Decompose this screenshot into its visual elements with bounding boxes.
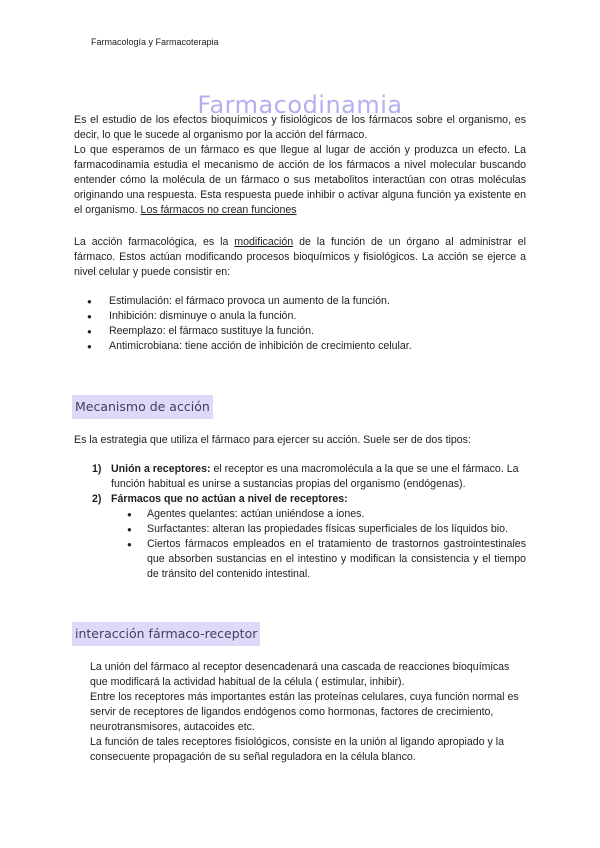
sublist-item: ● Ciertos fármacos empleados en el tratamiento de trastornos gastrointestinales que absorben sustancias en el intestino y modifican la consistencia y el tiempo de tránsito del contenido intestinal. [111, 537, 526, 582]
list-item: ● Estimulación: el fármaco provoca un aumento de la función. [74, 294, 526, 309]
section-heading-interaccion: interacción fármaco-receptor [72, 622, 260, 646]
sublist [111, 507, 526, 582]
section2-body: La unión del fármaco al receptor desencadenará una cascada de reacciones bioquímicas que modificará la actividad habitual de la célula ( estimular, inhibir). Entre los receptores más importantes están las proteínas celulares, cuya función normal es servir de receptores de ligandos endógenos como hormonas, factores de crecimiento, neurotransmisores, autacoides etc. La función de tales receptores fisiológicos, consiste en la unión al ligando apropiado y la consecuente propagación de su señal reguladora en la célula blanco. [90, 661, 519, 763]
section-heading-mecanismo: Mecanismo de acción [72, 395, 213, 419]
list-item: 1) Unión a receptores: el receptor es una macromolécula a la que se une el fármaco. La función habitual es unirse a sustancias propias del organismo (endógenas). [92, 463, 519, 490]
intro-paragraph-mechanism: Lo que esperamos de un fármaco es que llegue al lugar de acción y produzca un efecto. La farmacodinamia estudia el mecanismo de acción de los fármacos a nivel molecular buscando entender cómo la molécula de un fármaco o sus metabolitos interactúan con otras moléculas originando una respuesta. Esta respuesta puede inhibir o activar alguna función ya existente en el organismo. Los fármacos no crean funciones [74, 144, 526, 216]
list-item: ● Reemplazo: el fármaco sustituye la función. [74, 324, 526, 339]
intro-paragraph-action: La acción farmacológica, es la modificación de la función de un órgano al administrar el fármaco. Estos actúan modificando procesos bioquímicos y fisiológicos. La acción se ejerce a nivel celular y puede consistir en: [74, 236, 526, 278]
sublist-item: ● Agentes quelantes: actúan uniéndose a iones. [111, 507, 526, 522]
list-item: ● Inhibición: disminuye o anula la función. [74, 309, 526, 324]
underlined-statement: Los fármacos no crean funciones [140, 204, 297, 216]
action-types-list [74, 294, 526, 354]
section1-intro: Es la estrategia que utiliza el fármaco para ejercer su acción. Suele ser de dos tipos: [74, 434, 471, 446]
page-header: Farmacología y Farmacoterapia [91, 37, 219, 47]
intro-paragraph-definition: Es el estudio de los efectos bioquímicos y fisiológicos de los fármacos sobre el organismo, es decir, lo que le sucede al organismo por la acción del fármaco. [74, 114, 526, 141]
list-item: ● Antimicrobiana: tiene acción de inhibición de crecimiento celular. [74, 339, 526, 354]
list-item: 2) Fármacos que no actúan a nivel de receptores: ● Agentes quelantes: actúan uniéndose a iones. ● Surfactantes: alteran las propiedades físicas superficiales de los líquidos bio. ● Ciertos fármacos empleados en el tratamiento de trastornos gastrointestinales que absorben sustancias en el intestino y modifican la consistencia y el tiempo de tránsito del contenido intestinal. [74, 492, 526, 582]
sublist-item: ● Surfactantes: alteran las propiedades físicas superficiales de los líquidos bio. [111, 522, 526, 537]
mechanism-numbered-list [74, 462, 526, 582]
underlined-term: modificación [234, 236, 294, 248]
page-title: Farmacodinamia [197, 91, 403, 120]
